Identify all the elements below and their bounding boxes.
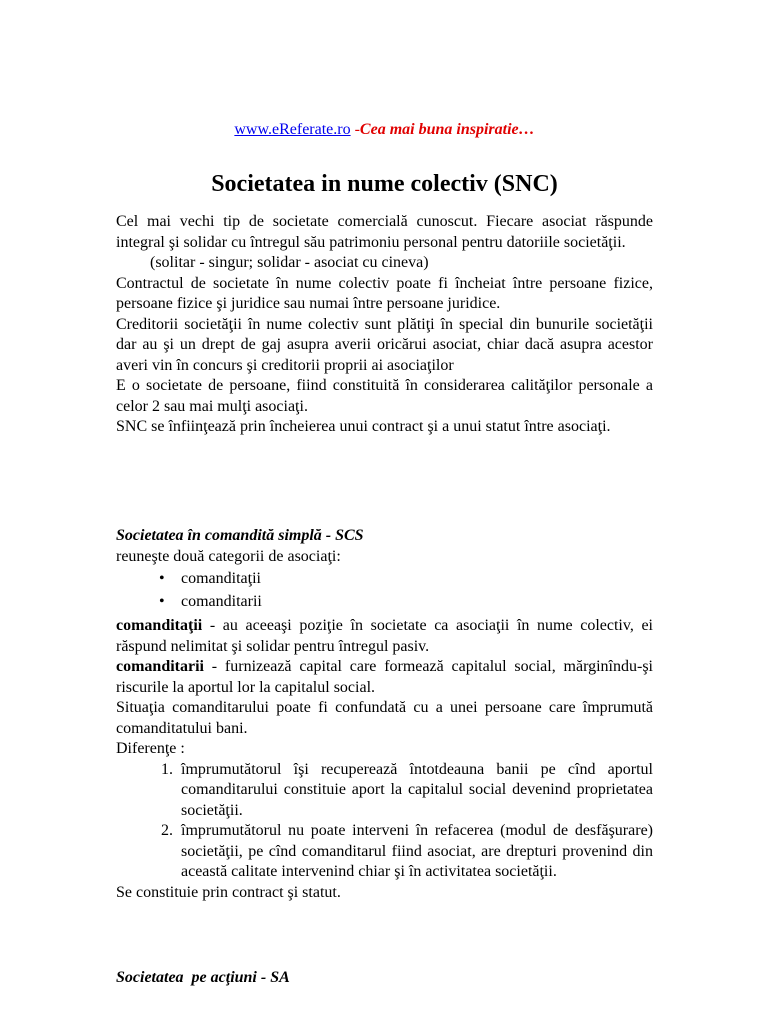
item-text: împrumutătorul îşi recuperează întotdeauna banii pe cînd aportul comanditarului constituie aport la capitalul social devenind proprietatea societăţii. (181, 760, 653, 819)
header-separator: - (350, 121, 360, 138)
page-title: Societatea in nume colectiv (SNC) (211, 171, 558, 197)
definition-comanditatii (116, 616, 653, 657)
bullet-icon: • (159, 570, 165, 587)
item-number: 1. (161, 760, 173, 778)
scs-bullet-list (116, 567, 653, 613)
definition-text: - au aceeaşi poziţie în societate ca asociaţii în nume colectiv, ei răspund nelimitat şi solidar pentru întregul pasiv. (116, 617, 653, 655)
scs-section (116, 526, 653, 903)
scs-situatia: Situaţia comanditarului poate fi confundată cu a unei persoane care împrumută comanditatului bani. (116, 699, 653, 737)
list-item (116, 567, 653, 590)
scs-closing: Se constituie prin contract şi statut. (116, 883, 341, 901)
differences-list (116, 760, 653, 883)
definition-text: - furnizează capital care formează capitalul social, mărginîndu-şi riscurile la aportul lor la capitalul social. (116, 658, 653, 696)
snc-paragraph-4: E o societate de persoane, fiind constituită în considerarea calităţilor personale a celor 2 sau mai mulţi asociaţi. (116, 377, 653, 415)
scs-heading: Societatea în comandită simplă - SCS (116, 527, 364, 544)
list-item (116, 760, 653, 822)
bullet-icon: • (159, 593, 165, 610)
snc-paragraph-5: SNC se înfiinţează prin încheierea unui contract şi a unui statut între asociaţi. (116, 418, 611, 435)
sa-heading: Societatea pe acţiuni - SA (116, 969, 290, 986)
site-header (116, 120, 653, 140)
site-slogan: Cea mai buna inspiratie… (359, 121, 535, 138)
snc-paragraph-1: Cel mai vechi tip de societate comercială cunoscut. Fiecare asociat răspunde integral şi solidar cu întregul său patrimoniu personal pentru datoriile societăţii. (116, 213, 653, 251)
snc-paragraph-3: Creditorii societăţii în nume colectiv sunt plătiţi în special din bunurile societăţii dar au şi un drept de gaj asupra averii oricărui asociat, chiar dacă asupra acestor averi vin în concurs şi creditorii proprii ai asociaţilor (116, 315, 653, 374)
definition-comanditarii (116, 657, 653, 698)
scs-diferente: Diferenţe : (116, 740, 185, 757)
bullet-label: comanditarii (181, 593, 262, 610)
item-text: împrumutătorul nu poate interveni în refacerea (modul de desfăşurare) societăţii, pe cînd comanditarul fiind asociat, are drepturi provenind din această calitate intervenind chiar şi în activitatea societăţii. (181, 822, 653, 880)
sa-section (116, 968, 653, 989)
snc-paragraph-2: Contractul de societate în nume colectiv poate fi încheiat între persoane fizice, persoane fizice şi juridice sau numai între persoane juridice. (116, 274, 653, 312)
snc-section (116, 212, 653, 438)
term-comanditarii: comanditarii (116, 658, 204, 675)
scs-intro: reuneşte două categorii de asociaţi: (116, 547, 341, 565)
item-number: 2. (161, 822, 173, 839)
snc-note: (solitar - singur; solidar - asociat cu cineva) (150, 254, 429, 271)
bullet-label: comanditaţii (181, 570, 261, 587)
list-item (116, 821, 653, 883)
term-comanditatii: comanditaţii (116, 617, 203, 634)
site-link[interactable]: www.eReferate.ro (234, 121, 351, 138)
list-item (116, 590, 653, 613)
